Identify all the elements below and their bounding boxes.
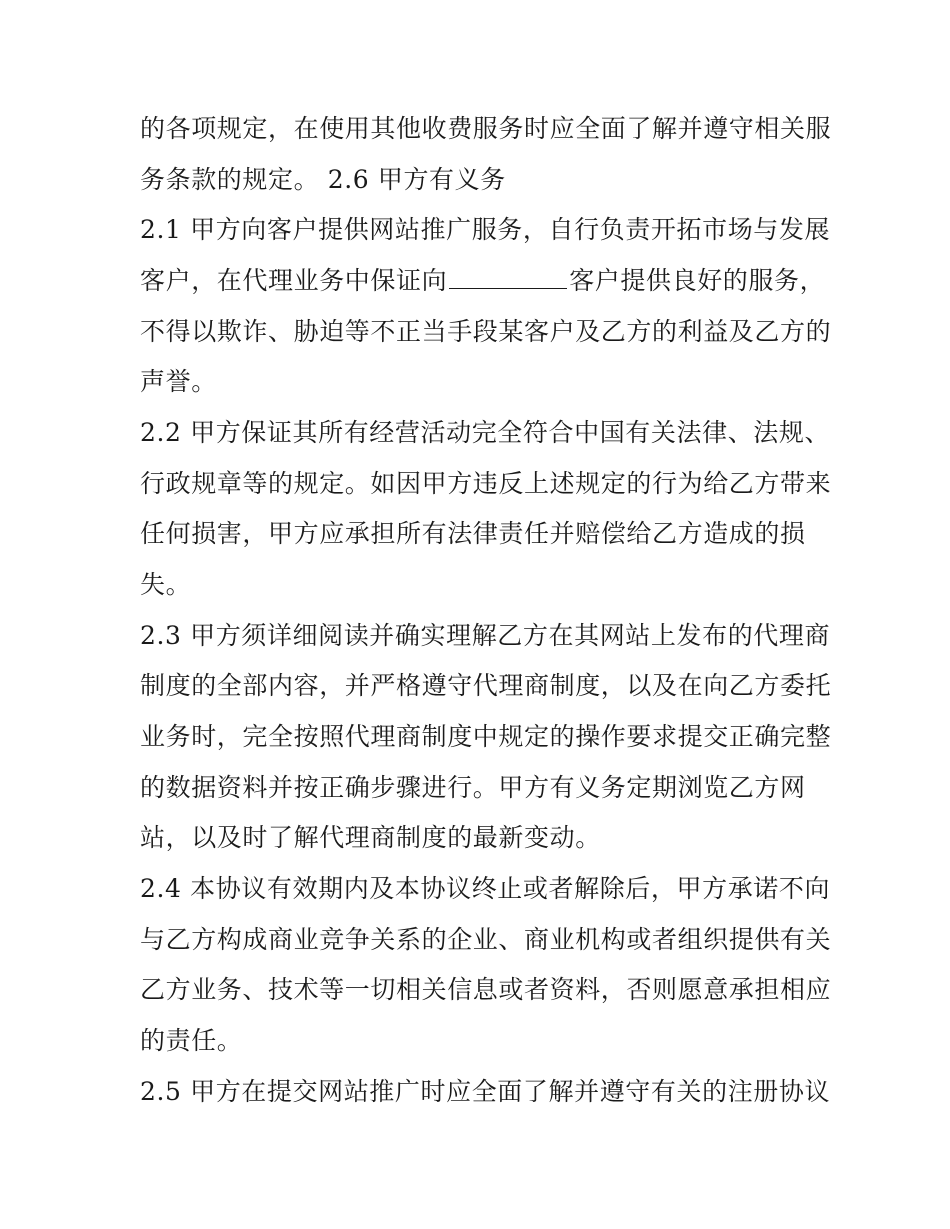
text-line: 2.1 甲方向客户提供网站推广服务，自行负责开拓市场与发展	[140, 215, 831, 244]
text-line: 的责任。	[140, 1026, 243, 1055]
text-line: 2.2 甲方保证其所有经营活动完全符合中国有关法律、法规、	[140, 418, 831, 447]
text-line-with-blank	[140, 264, 825, 298]
text-segment: 客户提供良好的服务，	[569, 266, 826, 295]
text-line: 业务时，完全按照代理商制度中规定的操作要求提交正确完整	[140, 722, 832, 751]
text-line: 声誉。	[140, 367, 217, 396]
text-line: 制度的全部内容，并严格遵守代理商制度，以及在向乙方委托	[140, 671, 832, 700]
fill-in-blank	[449, 268, 567, 289]
text-line: 2.3 甲方须详细阅读并确实理解乙方在其网站上发布的代理商	[140, 621, 831, 650]
text-line: 的数据资料并按正确步骤进行。甲方有义务定期浏览乙方网	[140, 773, 806, 802]
text-line: 乙方业务、技术等一切相关信息或者资料，否则愿意承担相应	[140, 975, 832, 1004]
text-line: 2.5 甲方在提交网站推广时应全面了解并遵守有关的注册协议	[140, 1077, 831, 1106]
text-line: 失。	[140, 570, 192, 599]
text-segment: 客户，在代理业务中保证向	[140, 266, 448, 295]
text-line: 与乙方构成商业竞争关系的企业、商业机构或者组织提供有关	[140, 925, 832, 954]
text-line: 行政规章等的规定。如因甲方违反上述规定的行为给乙方带来	[140, 469, 832, 498]
text-line: 的各项规定，在使用其他收费服务时应全面了解并遵守相关服	[140, 114, 832, 143]
text-line: 不得以欺诈、胁迫等不正当手段某客户及乙方的利益及乙方的	[140, 317, 832, 346]
text-line: 任何损害，甲方应承担所有法律责任并赔偿给乙方造成的损	[140, 519, 806, 548]
text-line: 2.4 本协议有效期内及本协议终止或者解除后，甲方承诺不向	[140, 874, 831, 903]
text-line: 站，以及时了解代理商制度的最新变动。	[140, 823, 601, 852]
text-line: 务条款的规定。 2.6 甲方有义务	[140, 165, 506, 194]
